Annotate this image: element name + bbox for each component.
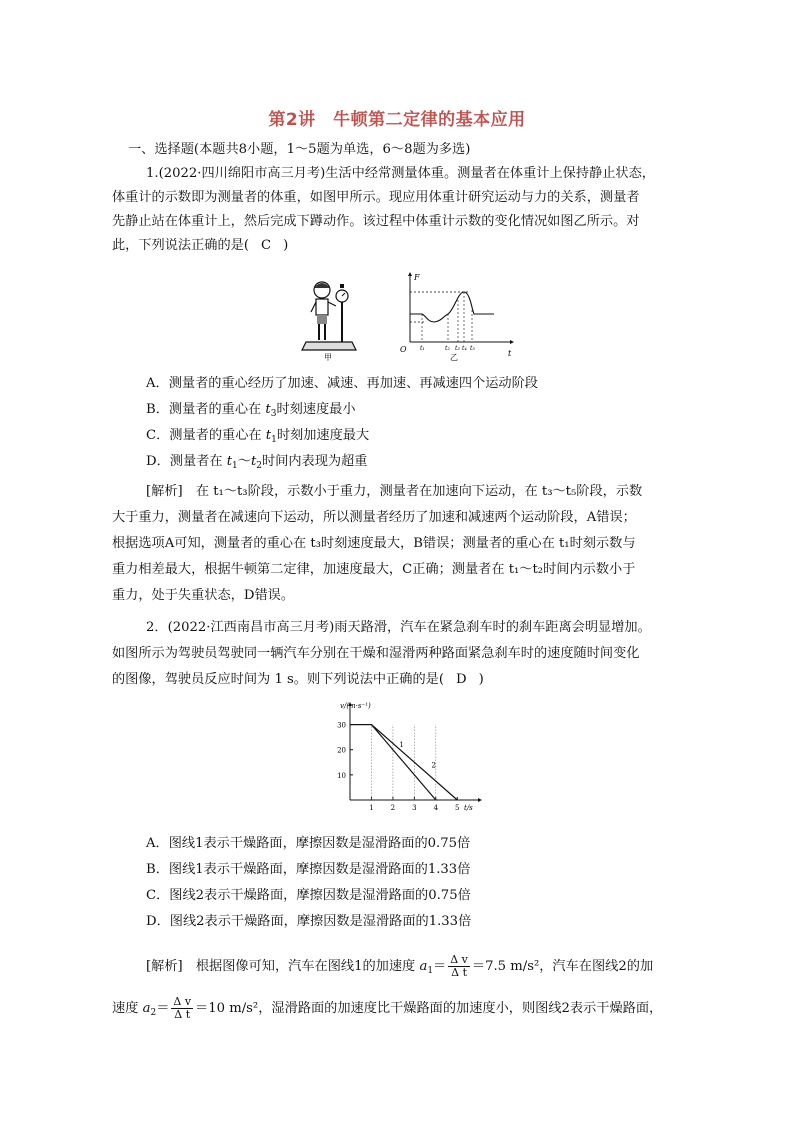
q1-option-a: A．测量者的重心经历了加速、减速、再加速、再减速四个运动阶段 [146,376,538,391]
figure-yi-graph [396,270,516,362]
graph-x-label: t [508,349,512,358]
q2-option-d: D．图线2表示干燥路面，摩擦因数是湿滑路面的1.33倍 [146,914,472,929]
figure-jia-scale [300,272,360,362]
vt-chart [326,698,486,822]
q1-option-b: B．测量者的重心在 $t_3$时刻速度最小 [146,402,356,419]
q1-line-1: 1.(2022·四川绵阳市高三月考)生活中经常测量体重。测量者在体重计上保持静止状态， [146,166,655,181]
q1-line-3: 先静止站在体重计上，然后完成下蹲动作。该过程中体重计示数的变化情况如图乙所示。对 [112,214,640,229]
figure-yi-caption: 乙 [450,353,458,362]
q1-option-d: D．测量者在 $t_1\sim t_2$时间内表现为超重 [146,454,368,471]
q1-option-c: C．测量者的重心在 $t_1$时刻加速度最大 [146,428,370,445]
q2-line-2: 如图所示为驾驶员驾驶同一辆汽车分别在干燥和湿滑两种路面紧急刹车时的速度随时间变化 [112,646,640,661]
q1-line-2: 体重计的示数即为测量者的体重，如图甲所示。现应用体重计研究运动与力的关系，测量者 [112,190,640,205]
vt-chart-xlabel: t/s [464,804,473,812]
graph-tick-t2: t₂ [445,345,450,352]
section-header: 一、选择题(本题共8小题，1～5题为单选，6～8题为多选) [128,142,471,157]
q1-analysis-4: 重力相差最大，根据牛顿第二定律，加速度最大，C正确；测量者在 t₁～t₂时间内示数小于 [112,562,636,577]
graph-origin: O [400,345,407,354]
vt-y-tick-label: 10 [337,771,346,780]
vt-series-label-2: 2 [431,761,436,770]
q2-option-c: C．图线2表示干燥路面，摩擦因数是湿滑路面的0.75倍 [146,888,471,903]
q1-analysis-2: 大于重力，测量者在减速向下运动，所以测量者经历了加速和减速两个运动阶段，A错误； [112,510,636,525]
q1-analysis-5: 重力，处于失重状态，D错误。 [112,588,295,603]
vt-chart-axes [337,702,482,812]
q2-option-b: B．图线1表示干燥路面，摩擦因数是湿滑路面的1.33倍 [146,862,471,877]
graph-tick-t3: t₃ [455,345,460,352]
q2-line-1: 2．(2022·江西南昌市高三月考)雨天路滑，汽车在紧急刹车时的刹车距离会明显增加。 [146,620,651,635]
vt-x-arrow [478,798,482,802]
vt-x-tick-label: 3 [412,804,417,812]
graph-tick-t1: t₁ [420,345,425,352]
q2-line-3: 的图像，驾驶员反应时间为 1 s。则下列说法中正确的是( D ) [112,670,682,690]
graph-tick-t4: t₄ [462,345,467,352]
q1-analysis-1: [解析] 在 t₁～t₃阶段，示数小于重力，测量者在加速向下运动，在 t₃～t₅阶段，示数 [146,484,643,499]
q2-answer: D [456,672,467,687]
vt-chart-series [350,725,457,800]
q2-analysis-1: [解析] 根据图像可知，汽车在图线1的加速度 $a_1=$ $\frac{\text{Δ v}}{\text{Δ t}}$ ＝7.5 m/s²，汽车在图线2的加 [146,953,654,979]
graph-tick-t5: t₅ [470,345,475,352]
q2-option-a: A．图线1表示干燥路面，摩擦因数是湿滑路面的0.75倍 [146,836,471,851]
vt-x-tick-label: 5 [455,804,460,812]
q1-line-4: 此，下列说法正确的是( C ) [112,236,682,256]
vt-y-tick-label: 20 [337,746,346,755]
vt-chart-ylabel: v/(m·s⁻¹) [340,702,371,710]
vt-x-tick-label: 4 [433,804,439,812]
q1-answer: C [261,238,272,253]
page-title: 第2讲 牛顿第二定律的基本应用 [268,110,526,130]
vt-y-tick-label: 30 [337,721,346,730]
figure-jia-caption: 甲 [324,353,332,362]
vt-x-tick-label: 1 [369,804,374,812]
vt-x-tick-label: 2 [390,804,396,812]
vt-series-label-1: 1 [399,741,404,750]
q2-analysis-2: 速度 $a_2=$ $\frac{\text{Δ v}}{\text{Δ t}}$ ＝10 m/s²，湿滑路面的加速度比干燥路面的加速度小，则图线2表示干燥路面， [112,995,663,1021]
graph-y-label: F [414,273,420,282]
q1-analysis-3: 根据选项A可知，测量者的重心在 t₃时刻速度最大，B错误；测量者的重心在 t₁时刻示数与 [112,536,636,551]
